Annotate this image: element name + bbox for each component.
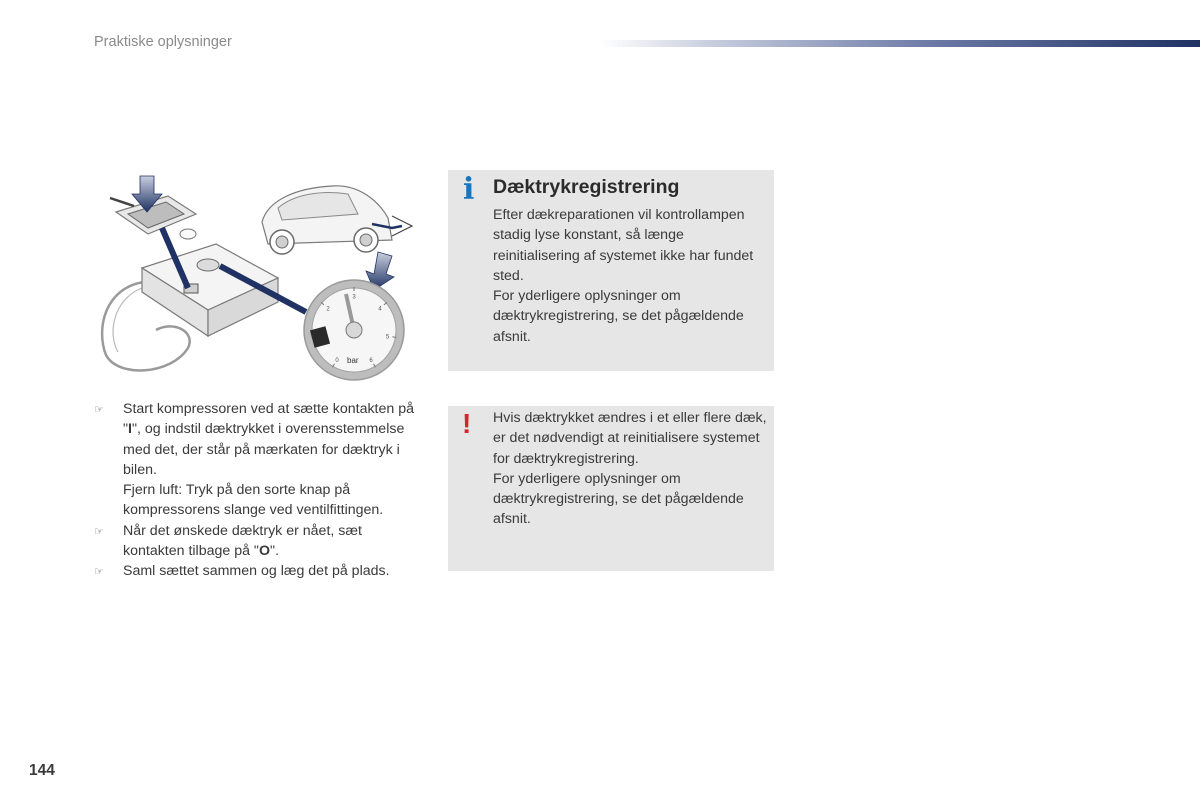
gauge-tick-mark <box>392 337 396 338</box>
compressor-kit-illustration <box>96 170 418 382</box>
hand-pointer-icon: ☞ <box>94 525 104 538</box>
info-paragraph: Efter dækreparationen vil kontrollampen stadig lyse konstant, så længe reinitialisering af systemet ikke har fundet sted. <box>493 207 754 284</box>
section-title: Praktiske oplysninger <box>94 34 232 50</box>
page-number: 144 <box>29 762 55 779</box>
info-box <box>448 170 774 371</box>
warning-box <box>448 406 774 571</box>
instruction-text: Start kompressoren ved at sætte kontakten på "I", og indstil dæktrykket i overensstemmelse med det, der står på mærkaten for dæktryk i bilen. <box>123 401 414 478</box>
hand-pointer-icon: ☞ <box>94 404 104 416</box>
header-gradient-bar <box>600 40 1200 47</box>
warning-icon: ! <box>462 408 472 439</box>
info-paragraph: For yderligere oplysninger om dæktrykregistrering, se det pågældende afsnit. <box>493 288 744 345</box>
list-item <box>94 561 424 581</box>
warning-box-body <box>493 408 771 530</box>
gauge-tick-label: 4 <box>378 306 382 313</box>
instruction-note: Fjern luft: Tryk på den sorte knap på kompressorens slange ved ventilfittingen. <box>123 482 384 519</box>
instruction-text: Når det ønskede dæktryk er nået, sæt kontakten tilbage på "O". <box>123 522 362 560</box>
hand-pointer-icon: ☞ <box>94 566 104 579</box>
instruction-text: Saml sættet sammen og læg det på plads. <box>123 563 390 580</box>
warning-paragraph: For yderligere oplysninger om dæktrykregistrering, se det pågældende afsnit. <box>493 470 744 528</box>
gauge-tick-label: 0 <box>335 357 339 364</box>
list-item <box>94 521 424 562</box>
instructions-list <box>94 399 424 582</box>
info-box-title: Dæktrykregistrering <box>493 176 680 198</box>
gauge-tick-label: 5 <box>385 334 390 341</box>
list-item <box>94 399 424 521</box>
info-icon: i <box>463 172 475 207</box>
gauge-tick-label: 2 <box>326 306 330 313</box>
warning-paragraph: Hvis dæktrykket ændres i et eller flere dæk, er det nødvendigt at reinitialisere systemet for dæktrykregistrering. <box>493 410 767 467</box>
gauge-tick-label: 3 <box>352 294 356 301</box>
info-box-body <box>493 205 771 347</box>
gauge-unit-label: bar <box>347 356 359 365</box>
gauge-tick-label: 6 <box>369 357 373 364</box>
